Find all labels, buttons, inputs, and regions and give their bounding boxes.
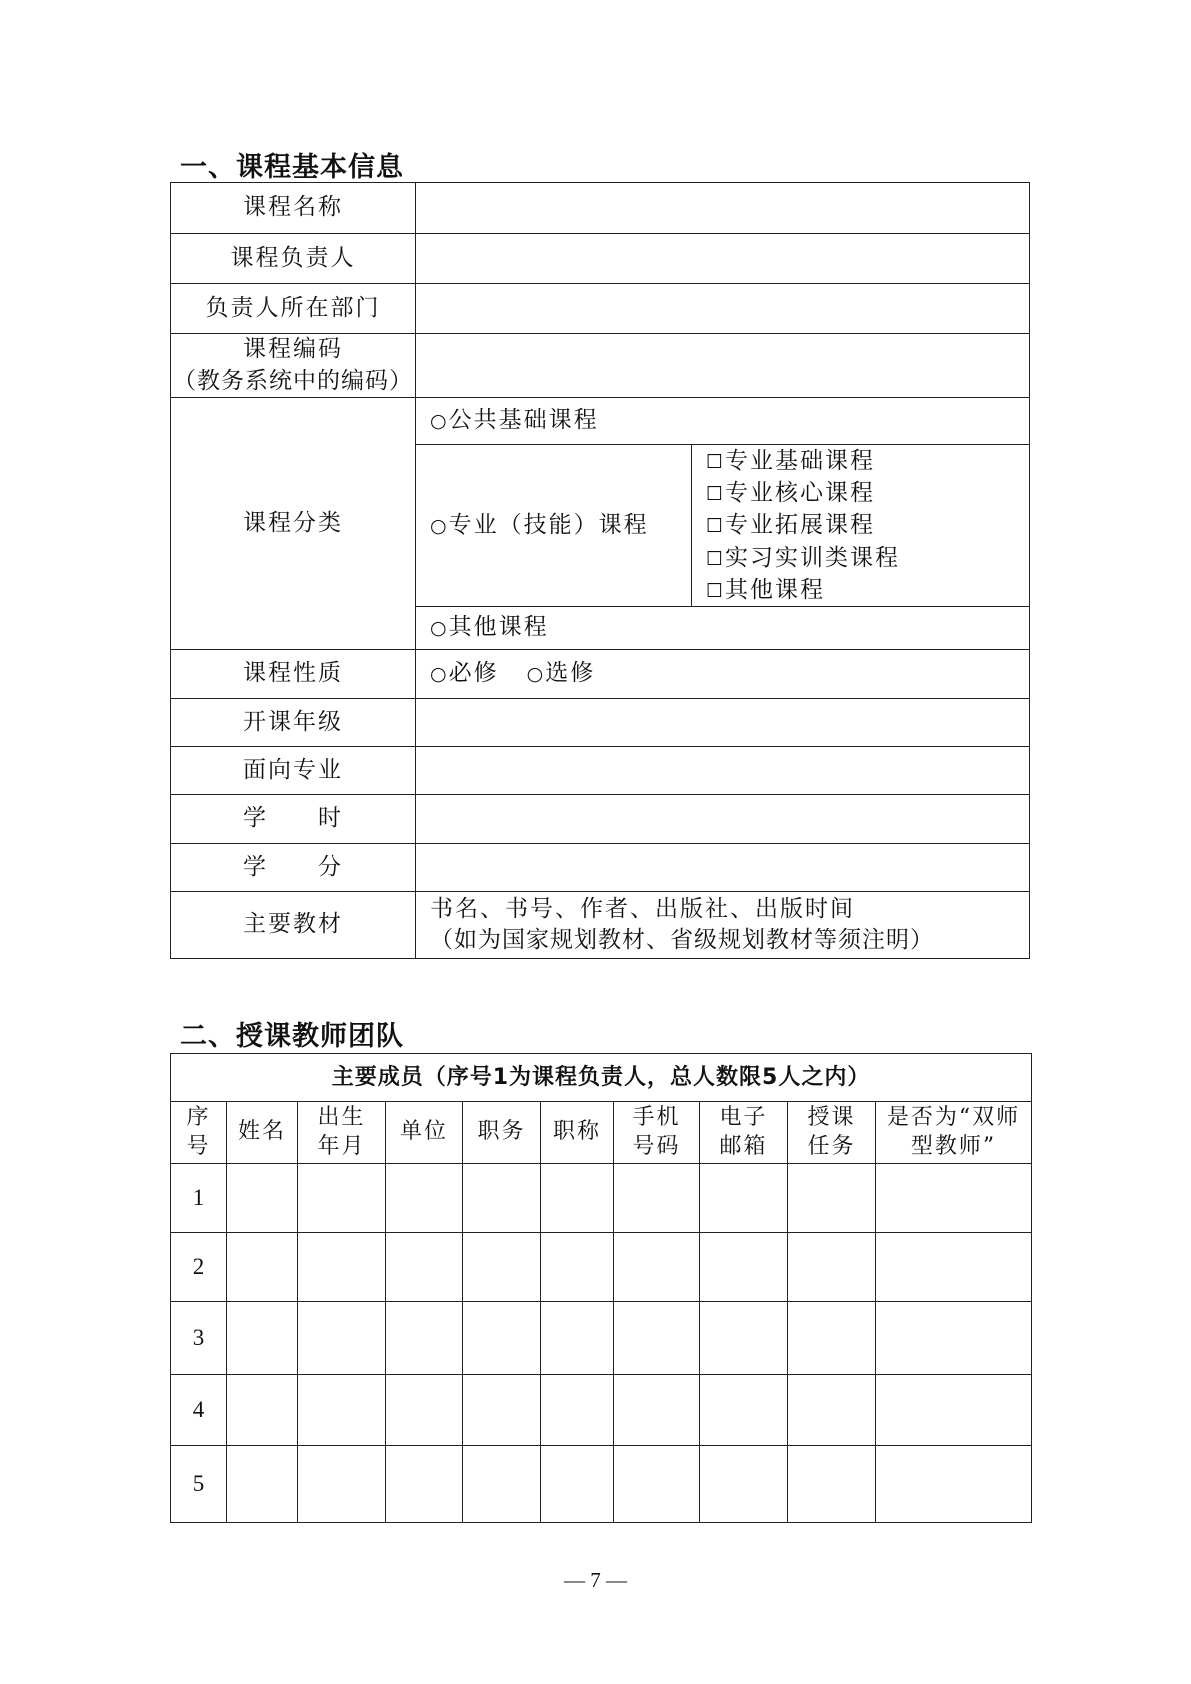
section-title-teacher-team: 二、授课教师团队 <box>180 1021 404 1052</box>
cell-name[interactable] <box>227 1233 298 1302</box>
label-hours: 学 时 <box>171 794 416 843</box>
cell-task[interactable] <box>788 1375 876 1446</box>
radio-circle-icon[interactable]: ○ <box>430 514 449 537</box>
row-number: 3 <box>171 1302 227 1375</box>
sub-option-extension[interactable] <box>706 509 1029 541</box>
field-course-name[interactable] <box>416 183 1030 234</box>
option-required[interactable] <box>430 660 499 686</box>
sub-option-practice-label: 实习实训类课程 <box>725 544 901 571</box>
cell-position[interactable] <box>463 1375 541 1446</box>
sub-option-core[interactable] <box>706 477 1029 509</box>
cell-phone[interactable] <box>614 1233 700 1302</box>
checkbox-square-icon[interactable]: ☐ <box>706 579 726 602</box>
textbook-hint-line2: （如为国家规划教材、省级规划教材等须注明） <box>430 926 934 953</box>
row-number: 1 <box>171 1164 227 1233</box>
cell-email[interactable] <box>700 1164 788 1233</box>
cell-name[interactable] <box>227 1302 298 1375</box>
cell-title[interactable] <box>541 1446 614 1523</box>
radio-circle-icon[interactable]: ○ <box>526 663 546 686</box>
cell-task[interactable] <box>788 1302 876 1375</box>
option-public-basic[interactable] <box>416 398 1030 445</box>
cell-unit[interactable] <box>386 1302 463 1375</box>
field-course-leader[interactable] <box>416 234 1030 284</box>
header-position <box>463 1102 541 1164</box>
cell-position[interactable] <box>463 1233 541 1302</box>
checkbox-square-icon[interactable]: ☐ <box>706 515 726 538</box>
header-position-line: 职务 <box>477 1119 526 1145</box>
option-other-course[interactable] <box>416 606 1030 649</box>
row-number: 5 <box>171 1446 227 1523</box>
professional-subcategories <box>692 445 1030 607</box>
header-email <box>700 1102 788 1164</box>
header-phone-line: 手机 <box>632 1104 681 1130</box>
cell-position[interactable] <box>463 1446 541 1523</box>
cell-birth[interactable] <box>298 1233 386 1302</box>
label-course-name: 课程名称 <box>171 183 416 234</box>
cell-name[interactable] <box>227 1164 298 1233</box>
cell-title[interactable] <box>541 1375 614 1446</box>
label-nature: 课程性质 <box>171 649 416 698</box>
section-title-basic-info: 一、课程基本信息 <box>180 152 404 183</box>
label-category: 课程分类 <box>171 398 416 650</box>
table-row <box>171 1446 1032 1523</box>
cell-dual-teacher[interactable] <box>876 1233 1032 1302</box>
table-row <box>171 1164 1032 1233</box>
label-credits: 学 分 <box>171 843 416 891</box>
option-professional[interactable] <box>416 445 692 607</box>
table-row <box>171 1302 1032 1375</box>
radio-circle-icon[interactable]: ○ <box>430 410 449 433</box>
label-course-code-line1: 课程编码 <box>243 336 343 363</box>
header-dual-teacher-line: 型教师” <box>910 1133 997 1159</box>
cell-dual-teacher[interactable] <box>876 1375 1032 1446</box>
cell-title[interactable] <box>541 1164 614 1233</box>
row-number: 4 <box>171 1375 227 1446</box>
header-seq-line: 号 <box>186 1133 211 1159</box>
checkbox-square-icon[interactable]: ☐ <box>706 451 726 473</box>
textbook-hint-line1: 书名、书号、作者、出版社、出版时间 <box>430 895 855 922</box>
field-credits[interactable] <box>416 843 1030 891</box>
header-birth-line: 年月 <box>317 1133 366 1159</box>
table-row <box>171 1375 1032 1446</box>
sub-option-practice[interactable] <box>706 542 1029 574</box>
header-unit-line: 单位 <box>399 1119 448 1145</box>
sub-option-core-label: 专业核心课程 <box>725 480 876 507</box>
table-row <box>171 1233 1032 1302</box>
cell-task[interactable] <box>788 1446 876 1523</box>
cell-name[interactable] <box>227 1375 298 1446</box>
cell-birth[interactable] <box>298 1302 386 1375</box>
header-phone <box>614 1102 700 1164</box>
radio-circle-icon[interactable]: ○ <box>430 617 449 640</box>
cell-phone[interactable] <box>614 1375 700 1446</box>
field-majors[interactable] <box>416 746 1030 794</box>
header-email-line: 邮箱 <box>719 1133 768 1159</box>
header-task <box>788 1102 876 1164</box>
cell-dual-teacher[interactable] <box>876 1302 1032 1375</box>
header-phone-line: 号码 <box>632 1133 681 1159</box>
header-seq-line: 序 <box>186 1104 211 1130</box>
cell-email[interactable] <box>700 1302 788 1375</box>
row-number: 2 <box>171 1233 227 1302</box>
label-course-leader: 课程负责人 <box>171 234 416 284</box>
header-dual-teacher-line: 是否为“双师 <box>886 1104 1021 1130</box>
label-leader-dept: 负责人所在部门 <box>171 284 416 334</box>
label-course-code-line2: （教务系统中的编码） <box>173 367 413 394</box>
cell-unit[interactable] <box>386 1233 463 1302</box>
team-caption: 主要成员（序号1为课程负责人，总人数限5人之内） <box>171 1054 1032 1102</box>
cell-name[interactable] <box>227 1446 298 1523</box>
sub-option-extension-label: 专业拓展课程 <box>725 512 876 539</box>
header-unit <box>386 1102 463 1164</box>
option-elective-label: 选修 <box>545 660 596 687</box>
label-course-code <box>171 334 416 398</box>
header-birth <box>298 1102 386 1164</box>
cell-phone[interactable] <box>614 1302 700 1375</box>
cell-task[interactable] <box>788 1164 876 1233</box>
header-title-line: 职称 <box>552 1119 601 1145</box>
field-leader-dept[interactable] <box>416 284 1030 334</box>
field-grade[interactable] <box>416 698 1030 746</box>
header-dual-teacher <box>876 1102 1032 1164</box>
label-majors: 面向专业 <box>171 746 416 794</box>
cell-email[interactable] <box>700 1233 788 1302</box>
teacher-team-table <box>170 1053 1032 1523</box>
cell-birth[interactable] <box>298 1375 386 1446</box>
field-textbook[interactable] <box>416 891 1030 958</box>
cell-phone[interactable] <box>614 1164 700 1233</box>
cell-email[interactable] <box>700 1446 788 1523</box>
header-name-line: 姓名 <box>237 1119 286 1145</box>
cell-birth[interactable] <box>298 1164 386 1233</box>
header-birth-line: 出生 <box>317 1104 366 1130</box>
field-course-code[interactable] <box>416 334 1030 398</box>
cell-unit[interactable] <box>386 1164 463 1233</box>
cell-title[interactable] <box>541 1233 614 1302</box>
page-number: — 7 — <box>564 1568 627 1592</box>
cell-task[interactable] <box>788 1233 876 1302</box>
cell-dual-teacher[interactable] <box>876 1164 1032 1233</box>
cell-dual-teacher[interactable] <box>876 1446 1032 1523</box>
header-seq <box>171 1102 227 1164</box>
cell-unit[interactable] <box>386 1446 463 1523</box>
cell-position[interactable] <box>463 1302 541 1375</box>
sub-option-basic-label: 专业基础课程 <box>725 448 876 474</box>
checkbox-square-icon[interactable]: ☐ <box>706 483 726 506</box>
label-grade: 开课年级 <box>171 698 416 746</box>
basic-info-table <box>170 182 1030 959</box>
option-required-label: 必修 <box>448 660 499 687</box>
cell-birth[interactable] <box>298 1446 386 1523</box>
field-hours[interactable] <box>416 794 1030 843</box>
option-public-basic-label: 公共基础课程 <box>448 407 599 434</box>
header-title <box>541 1102 614 1164</box>
cell-unit[interactable] <box>386 1375 463 1446</box>
label-textbook: 主要教材 <box>171 891 416 958</box>
cell-position[interactable] <box>463 1164 541 1233</box>
cell-title[interactable] <box>541 1302 614 1375</box>
cell-phone[interactable] <box>614 1446 700 1523</box>
header-task-line: 授课 <box>807 1104 856 1130</box>
option-elective[interactable] <box>527 660 596 686</box>
sub-option-basic[interactable] <box>706 445 1029 477</box>
radio-circle-icon[interactable]: ○ <box>430 663 449 686</box>
sub-option-other[interactable] <box>706 574 1029 606</box>
sub-option-other-label: 其他课程 <box>725 576 826 603</box>
cell-email[interactable] <box>700 1375 788 1446</box>
header-name <box>227 1102 298 1164</box>
checkbox-square-icon[interactable]: ☐ <box>706 547 726 570</box>
option-other-course-label: 其他课程 <box>448 614 549 641</box>
header-task-line: 任务 <box>807 1133 856 1159</box>
option-professional-label: 专业（技能）课程 <box>448 511 649 538</box>
nature-options <box>416 649 1030 698</box>
header-email-line: 电子 <box>719 1104 768 1130</box>
